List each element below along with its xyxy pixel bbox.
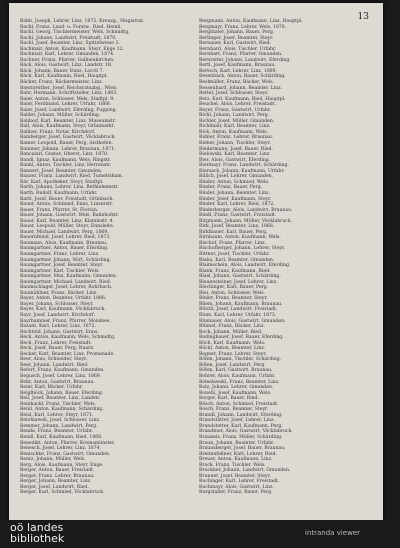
- directory-entry: Bichl, Johann, Landwirt, Perg.: [199, 113, 270, 119]
- directory-entry: Bier, Alois, Gastwirt, Eferding.: [199, 157, 271, 163]
- directory-entry: Baumschlager, Josef, Lehrer, Rohrbach.: [20, 285, 113, 291]
- directory-entry: Baumgartner, Josef, Beamter, Steyr.: [20, 263, 104, 269]
- directory-entry: Berger, Anton, Bauer, Freistadt.: [20, 468, 95, 474]
- directory-entry: Baumgartner, Franz, Lehrer, Linz.: [20, 251, 100, 257]
- directory-entry: Berlinger, Josef, Beamter, Steyr.: [199, 35, 274, 41]
- directory-entry: Bleier, Franz, Beamter, Steyr.: [199, 296, 268, 302]
- directory-entry: Beck, Josef, Bauer, Perg, Naarn.: [20, 346, 95, 352]
- directory-entry: Bamer, Leopold, Bauer, Perg, Aisthofen.: [20, 141, 113, 147]
- directory-entry: Bayrhammer, Franz, Pfarrer, Mondsee.: [20, 318, 111, 324]
- directory-entry: Banzer, Franz, Landwirt, Ried, Tumeltsham.: [20, 174, 124, 180]
- directory-entry: Binderberger, Alois, Landwirt, Braunau.: [199, 207, 293, 213]
- directory-entry: Bernhart, Franz, Pfarrer, Gmunden.: [199, 52, 283, 58]
- directory-entry: Bernauer, Karl, Gastwirt, Ried.: [199, 41, 272, 47]
- directory-entry: Buchmayr, Alois, Gastwirt, Linz.: [199, 484, 274, 490]
- viewer-label: intranda viewer: [305, 529, 360, 537]
- directory-entry: Berger, Franz, Lehrer, Braunau.: [20, 473, 95, 479]
- directory-entry: Bachl, Georg, Tischlermeister, Wels, Schmidtg.: [20, 30, 130, 36]
- directory-entry: Behr, Anton, Gastwirt, Braunau.: [20, 379, 95, 385]
- directory-entry: Baumgartner, Michael, Landwirt, Ried.: [20, 279, 112, 285]
- directory-entry: Bernhard, Alois, Tischler, Urfahr.: [199, 46, 277, 52]
- directory-entry: Beer, Johann, Landwirt, Ried.: [20, 362, 89, 368]
- viewer-footer: [0, 520, 400, 548]
- directory-entry: Blöchl, Josef, Landwirt, Freistadt.: [199, 307, 278, 313]
- directory-entry: Beinl, Anton, Kaufmann, Schärding.: [20, 407, 104, 413]
- directory-entry: Bentz, Johann, Müller, Wels.: [20, 457, 86, 463]
- directory-entry: Bäck, Johann, Bauer, Enns, Lorch 7.: [20, 68, 104, 74]
- scanned-page: [9, 3, 383, 520]
- directory-entry: Bachl, Josef, Beamter, Linz, Spittelwiese 3.: [20, 41, 120, 47]
- directory-entry: Brandstätter, Josef, Lehrer, Linz.: [199, 418, 275, 424]
- directory-entry: Bemmer, Johann, Landwirt, Perg.: [20, 423, 98, 429]
- directory-entry: Bodingbauer, Josef, Bauer, Eferding.: [199, 335, 284, 341]
- directory-entry: Bachl, Franz, Land- u. Forstw., Ried, Heiml.: [20, 24, 122, 30]
- directory-entry: Berger, Karl, Schmied, Vöcklabruck.: [20, 490, 105, 496]
- directory-entry: Blasl, Johann, Gastwirt, Schärding.: [199, 274, 281, 280]
- directory-entry: Bischof, Franz, Pfarrer, Linz.: [199, 240, 266, 246]
- directory-entry: Becker, Karl, Beamter, Linz, Promenade.: [20, 351, 115, 357]
- directory-entry: Belohlawek, Josef, Schlosser, Linz.: [20, 418, 101, 424]
- directory-entry: Brock, Franz, Tischler, Wels.: [199, 462, 266, 468]
- directory-entry: Breitenfellner, Karl, Lehrer, Ried.: [199, 451, 277, 457]
- directory-entry: Bertsch, Karl, Lehrer, Linz, 1869.: [199, 68, 277, 74]
- directory-entry: Berg, Alois, Kaufmann, Steyr, Enge.: [20, 462, 104, 468]
- directory-entry: Bichler, Josef, Müller, Gmunden.: [199, 118, 275, 124]
- directory-entry: Bamberger, Josef, Gastwirt, Vöcklabruck.: [20, 135, 116, 141]
- directory-entry: Biedermann, Josef, Bauer, Ried.: [199, 146, 273, 152]
- directory-entry: Baumgartner, Max, Kaufmann, Gmunden.: [20, 274, 118, 280]
- directory-entry: Benesch, Josef, Lehrer, Linz, 1874.: [20, 446, 101, 452]
- directory-entry: Bolz, Johann, Lehrer, Gmunden.: [199, 385, 274, 391]
- directory-entry: Borger, Karl, Bauer, Ried.: [199, 396, 259, 402]
- directory-entry: Brandl, Johann, Landwirt, Eferding.: [199, 412, 283, 418]
- directory-entry: Bechtold, Johann, Gastwirt, Enns.: [20, 329, 99, 335]
- directory-entry: Baernreither, Josef, Reichsratsabg., Wien.: [20, 85, 118, 91]
- directory-entry: Bancalari, Gustav, Oberst, Linz, 1870.: [20, 152, 109, 158]
- directory-entry: Beiglböck, Johann, Bauer, Eferding.: [20, 390, 104, 396]
- directory-entry: Bazant, Karl, Lehrer, Linz, 1872.: [20, 324, 96, 330]
- directory-entry: Benda, Franz, Beamter, Urfahr.: [20, 429, 94, 435]
- directory-entry: Benedikt, Anton, Pfarrer, Kremsmünster.: [20, 440, 116, 446]
- directory-entry: Blei, Anton, Schlosser, Wels.: [199, 290, 266, 296]
- directory-entry: Bayr, Josef, Landwirt, Kirchdorf.: [20, 312, 96, 318]
- directory-entry: Berger, Johann, Beamter, Linz.: [20, 479, 92, 485]
- directory-entry: Bettel, Josef, Schlosser, Steyr.: [199, 91, 269, 97]
- directory-entry: Begusch, Josef, Lehrer, Linz, 1869.: [20, 374, 102, 379]
- directory-entry: Bischofberger, Johann, Lehrer, Steyr.: [199, 246, 286, 252]
- directory-entry: Bliem, Johann, Kaufmann, Braunau.: [199, 301, 283, 307]
- directory-entry: Bichlmair, Karl, Beamter, Linz.: [199, 124, 271, 130]
- directory-entry: Binder, Franz, Bauer, Perg.: [199, 185, 263, 191]
- directory-entry: Babb, Joseph, Lehrer, Linz, 1872, Kreuzg., Magistrat.: [20, 19, 145, 24]
- directory-entry: Bogner, Franz, Lehrer, Steyr.: [199, 351, 267, 357]
- directory-entry: Böckl, Anton, Beamter, Linz.: [199, 346, 266, 352]
- directory-entry: Blaha, Karl, Beamter, Gmunden.: [199, 257, 275, 263]
- directory-entry: Burgstaller, Franz, Bauer, Perg.: [199, 490, 273, 496]
- directory-entry: Bock, Johann, Müller, Ried.: [199, 329, 263, 335]
- directory-entry: Baumgartner, Karl, Tischler, Wels.: [20, 268, 100, 274]
- directory-entry: Barth, Rudolf, Kaufmann, Urfahr.: [20, 190, 98, 196]
- directory-entry: Böhm, Johann, Tischler, Schärding.: [199, 357, 282, 363]
- directory-entry: Beil, Josef, Beamter, Linz, Landstr.: [20, 396, 101, 402]
- directory-entry: Besenbäck, Anton, Bauer, Schärding.: [199, 74, 286, 80]
- directory-entry: Bahr, Hermann, Schriftsteller, Linz, 1863.: [20, 91, 118, 97]
- directory-entry: Bergthaler, Johann, Bauer, Perg.: [199, 30, 275, 36]
- directory-entry: Bauer, Karl, Beamter, Linz, Klammstr. 4.: [20, 218, 114, 224]
- directory-entry: Beck, Anton, Kaufmann, Wels, Schmidtg.: [20, 335, 116, 341]
- directory-entry: Brauneis, Franz, Müller, Schärding.: [199, 435, 283, 441]
- directory-entry: Beslmüller, Franz, Bäcker, Wels.: [199, 80, 275, 86]
- directory-entry: Binder, Anton, Schmied, Wels.: [199, 179, 270, 185]
- directory-entry: Binder, Karl, Lehrer, Ried, 1872.: [199, 202, 275, 208]
- page-number: 13: [357, 12, 369, 22]
- directory-entry: Birklbauer, Karl, Bauer, Perg.: [199, 229, 268, 235]
- directory-entry: Beck, Franz, Lehrer, Freistadt.: [20, 340, 92, 346]
- directory-entry: Ballner, Franz, Notar, Kirchdorf.: [20, 129, 96, 135]
- directory-entry: Böhm, Josef, Landwirt, Perg.: [199, 362, 266, 368]
- directory-entry: Bindl, Franz, Gastwirt, Freistadt.: [199, 213, 277, 219]
- directory-entry: Baier, Ferdinand, Lehrer, Urfahr, 1868.: [20, 102, 112, 108]
- directory-entry: Beer, Alois, Schneider, Steyr.: [20, 357, 88, 363]
- directory-entry: Blümel, Franz, Bäcker, Linz.: [199, 324, 265, 330]
- directory-entry: Bayer, Anton, Beamter, Urfahr, 1866.: [20, 296, 107, 302]
- directory-entry: Binder, Johann, Beamter, Linz.: [199, 190, 270, 196]
- directory-entry: Bendl, Karl, Kaufmann, Ried, 1868.: [20, 435, 103, 441]
- directory-entry: Birk, Josef, Beamter, Linz, 1868.: [199, 224, 275, 230]
- directory-entry: Bosch, Franz, Beamter, Steyr.: [199, 407, 269, 413]
- directory-entry: Bäck, Karl, Kaufmann, Ried, Hauptpl.: [20, 74, 108, 80]
- directory-entry: Blum, Karl, Lehrer, Urfahr, 1873.: [199, 312, 277, 318]
- directory-entry: Bidner, Franz, Lehrer, Braunau.: [199, 135, 274, 141]
- directory-entry: Blaimschein, Alois, Landwirt, Eferding.: [199, 263, 291, 269]
- library-logo[interactable]: [10, 522, 64, 544]
- directory-entry: Ball, Alois, Kaufmann, Steyr, Grünmarkt.: [20, 124, 116, 130]
- directory-entry: Beier, Karl, Bäcker, Urfahr.: [20, 385, 84, 391]
- directory-entry: Braunsberger, Josef, Bauer, Braunau.: [199, 446, 286, 452]
- directory-entry: Bartl, Josef, Bauer, Freistadt, Grünbach.: [20, 196, 114, 202]
- directory-entry: Bieber, Johann, Tischler, Steyr.: [199, 141, 271, 147]
- directory-entry: Bayer, Karl, Kaufmann, Vöcklabruck.: [20, 307, 106, 313]
- directory-entry: Breuer, Anton, Kaufmann, Linz.: [199, 457, 273, 463]
- directory-entry: Bauer, Anton, Schmied, Enns, Linzerstr.: [20, 202, 113, 208]
- directory-entry: Baumgartner, Johann, Wirt, Schärding.: [20, 257, 112, 263]
- directory-entry: Baier, Anton, Schlosser, Wels, Stadtpl. 9.: [20, 96, 115, 102]
- directory-entry: Bösch, Anton, Schmied, Freistadt.: [199, 401, 279, 407]
- directory-entry: Bauernfeind, Josef, Lehrer, Ried, 1873.: [20, 235, 111, 241]
- directory-entry: Blauensteiner, Josef, Lehrer, Linz.: [199, 279, 278, 285]
- directory-entry: Betz, Karl, Kaufmann, Ried, Hauptpl.: [199, 96, 286, 102]
- directory-entry: Bergmayr, Franz, Lehrer, Wels, 1870.: [199, 24, 287, 30]
- directory-entry: Bachner, Franz, Pfarrer, Gallneukirchen.: [20, 57, 115, 63]
- directory-entry: Bäck, Alois, Gastwirt, Linz, Landstr. 18.: [20, 63, 113, 69]
- directory-entry: Beyer, Franz, Gastwirt, Urfahr.: [199, 107, 272, 113]
- directory-entry: Bernreiter, Johann, Landwirt, Eferding.: [199, 57, 291, 63]
- directory-entry: Braun, Johann, Beamter, Urfahr.: [199, 440, 275, 446]
- directory-entry: Bär, Karl, Apotheker, Steyr, Stadtpl.: [20, 179, 104, 185]
- directory-entry: Bauer, Johann, Gastwirt, Wels, Bahnhofstr.: [20, 213, 120, 219]
- directory-entry: Bonelli, Josef, Kaufmann, Wels.: [199, 390, 272, 396]
- directory-entry: Bammer, Johann, Lehrer, Braunau, 1871.: [20, 146, 116, 152]
- directory-entry: Beisl, Karl, Lehrer, Steyr, 1871.: [20, 412, 94, 418]
- directory-entry: Bachmair, Anton, Kaufmann, Steyr, Enge 12.: [20, 46, 125, 52]
- directory-entry: Blank, Franz, Kaufmann, Ried.: [199, 268, 271, 274]
- directory-entry: Bertl, Josef, Kaufmann, Braunau.: [199, 63, 276, 69]
- directory-entry: Berger, Josef, Landwirt, Ried.: [20, 484, 89, 490]
- directory-entry: Birnbaum, Anton, Kaufmann, Wels.: [199, 235, 281, 241]
- directory-entry: Befort, Franz, Kaufmann, Gmunden.: [20, 368, 105, 374]
- directory-entry: Bachl, Johann, Landwirt, Freistadt, 1870.: [20, 35, 117, 41]
- directory-entry: Bohrer, Alois, Kaufmann, Urfahr.: [199, 374, 276, 379]
- logo-line-2: bibliothek: [10, 532, 65, 545]
- left-column: [20, 19, 192, 496]
- directory-entry: Böck, Karl, Kaufmann, Wels.: [199, 340, 266, 346]
- directory-entry: Balder, Johann, Müller, Schärding.: [20, 113, 101, 119]
- directory-entry: Binder, Josef, Kaufmann, Steyr.: [199, 196, 272, 202]
- directory-entry: Bauer, Michael, Landwirt, Perg, 1869.: [20, 229, 109, 235]
- directory-entry: Bannert, Josef, Beamter, Gmunden.: [20, 168, 103, 174]
- directory-entry: Bessenhard, Johann, Beamter, Linz.: [199, 85, 283, 91]
- directory-entry: Buchinger, Karl, Lehrer, Freistadt.: [199, 479, 280, 485]
- directory-entry: Bauer, Franz, Pfarrer, St. Florian.: [20, 207, 99, 213]
- directory-entry: Beuchel, Alois, Lehrer, Freistadt.: [199, 102, 277, 108]
- directory-entry: Bankl, Anton, Tischler, Linz, Herrenstr.: [20, 163, 112, 169]
- directory-entry: Bachmair, Karl, Lehrer, Gmunden, 1874.: [20, 52, 115, 58]
- directory-entry: Baumühlner, Franz, Bäcker, Linz.: [20, 290, 98, 296]
- directory-entry: Bergmann, Anton, Kaufmann, Linz, Hauptpl.: [199, 19, 303, 24]
- logo-line-1: oö landes: [10, 521, 64, 534]
- directory-entry: Baldauf, Karl, Beamter, Linz, Museumstr.: [20, 118, 117, 124]
- directory-entry: Bittner, Josef, Tischler, Urfahr.: [199, 251, 270, 257]
- directory-entry: Birgmann, Johann, Müller, Vöcklabruck.: [199, 218, 293, 224]
- directory-entry: Blumauer, Alois, Gastwirt, Gmunden.: [199, 318, 286, 324]
- directory-entry: Baumgartner, Anton, Bauer, Eferding.: [20, 246, 109, 252]
- directory-entry: Böhm, Karl, Gastwirt, Braunau.: [199, 368, 273, 374]
- directory-entry: Baier, Josef, Landwirt, Eferding, Pupping.: [20, 107, 118, 113]
- directory-entry: Brandstetter, Karl, Kaufmann, Perg.: [199, 423, 283, 429]
- directory-entry: Brunner, Josef, Beamter, Steyr.: [199, 473, 271, 479]
- directory-entry: Bayer, Johann, Schlosser, Steyr.: [20, 301, 94, 307]
- directory-entry: Brandtner, Alois, Gastwirt, Vöcklabruck.: [199, 429, 293, 435]
- directory-entry: Barth, Johann, Lehrer, Linz, Bethlehemstr.: [20, 185, 119, 191]
- directory-entry: Baumann, Alois, Kaufmann, Braunau.: [20, 240, 108, 246]
- directory-entry: Billich, Josef, Lehrer, Gmunden.: [199, 174, 274, 180]
- directory-entry: Biersack, Johann, Kaufmann, Urfahr.: [199, 168, 285, 174]
- directory-entry: Bruckner, Johann, Landwirt, Gmunden.: [199, 468, 291, 474]
- directory-entry: Bielowski, Karl, Beamter, Linz.: [199, 152, 271, 158]
- directory-entry: Bick, Anton, Kaufmann, Wels.: [199, 129, 269, 135]
- directory-entry: Blechinger, Karl, Bauer, Perg.: [199, 285, 269, 291]
- directory-entry: Biermayr, Franz, Landwirt, Schärding.: [199, 163, 289, 169]
- directory-entry: Benischke, Franz, Gastwirt, Gmunden.: [20, 451, 111, 457]
- directory-entry: Bauer, Leopold, Müller, Steyr, Ennsleite.: [20, 224, 115, 230]
- directory-entry: Bandl, Ignaz, Kaufmann, Wels, Ringstr.: [20, 157, 111, 163]
- right-column: [199, 19, 371, 496]
- directory-entry: Boleslawski, Franz, Beamter, Linz.: [199, 379, 280, 385]
- directory-entry: Bäcker, Franz, Bäckermeister, Linz.: [20, 80, 104, 86]
- directory-entry: Beinhackl, Franz, Tischler, Wels.: [20, 401, 96, 407]
